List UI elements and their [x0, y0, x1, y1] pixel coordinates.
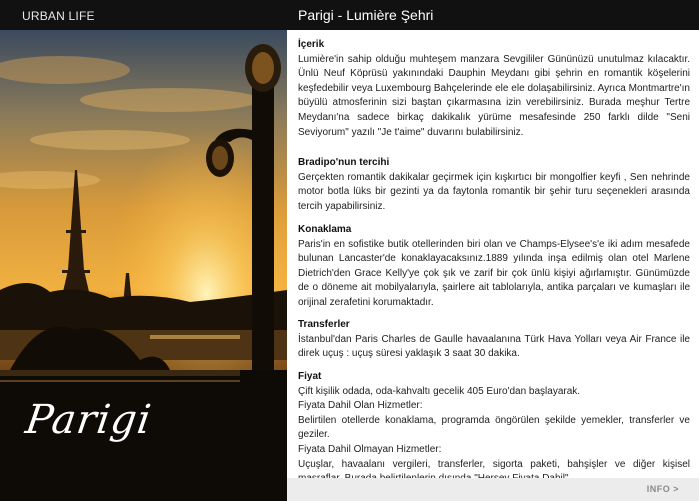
section-icerik — [298, 38, 690, 140]
brand-logo[interactable]: URBAN LIFE — [22, 9, 95, 23]
section-heading: Fiyat — [298, 371, 322, 382]
section-text: Lumière'in sahip olduğu muhteşem manzara Sevgililer Gününüzü unutulmaz kılacaktır. Ünlü Neuf Köprüsü yakınındaki Dauphin Meydanı gibi şehrin en romantik köşelerini keşfedebilir veya Luxembourg Bahçelerinde ele ele dolaşabilirsiniz. Ayrıca Montmartre'ın büyülü atmosferinin sizi baştan çıkarmasına izin verebilirsiniz. Burada meşhur Tertre Meydanı'na sadece birkaç dakikalık yürüme mesafesinde 250 farklı dilde "Seni Seviyorum" yazılı "Je t'aime" duvarını bulabilirsiniz. — [298, 53, 690, 138]
brand-bar — [0, 0, 287, 30]
script-title: Parigi — [22, 397, 155, 443]
section-heading: Konaklama — [298, 224, 352, 235]
section-text: Fiyata Dahil Olmayan Hizmetler: — [298, 443, 442, 455]
section-konaklama — [298, 223, 690, 311]
section-heading: Transferler — [298, 319, 350, 330]
footer-bar — [287, 478, 699, 501]
section-bradipo — [298, 156, 690, 214]
section-text: Gerçekten romantik dakikalar geçirmek için kışkırtıcı bir mongolfier keyfi , Sen nehrinde motor botla lüks bir gezinti ya da faytonla romantik bir şehir turu seçenekleri arasında tercih yapabilirsiniz. — [298, 171, 690, 212]
page-title: Parigi - Lumière Şehri — [298, 7, 434, 23]
info-link[interactable]: INFO > — [646, 484, 679, 494]
page-header — [287, 0, 699, 30]
section-text: Paris'in en sofistike butik otellerinden biri olan ve Champs-Elysee's'e iki adım mesafede bulunan Lancaster'de konaklayacaksınız.1889 yılında inşa edilmiş olan otel Marlene Dietrich'den Grace Kelly'ye çok şık ve zarif bir çok ünlü kişiyi ağırlamıştır. Günümüzde de o döneme ait mobilyalarıyla, şairlere ait tablolarıyla, antika parçaları ve kumaşları ile orijinal zerafetini korumaktadır. — [298, 238, 690, 308]
section-text: Belirtilen otellerde konaklama, programda öngörülen şekilde yemekler, transferler ve geziler. — [298, 414, 690, 441]
section-transferler — [298, 318, 690, 362]
section-heading: İçerik — [298, 39, 325, 50]
content-panel — [287, 30, 699, 501]
left-panel — [0, 0, 287, 501]
section-text: Uçuşlar, havaalanı vergileri, transferler, sigorta paketi, bahşişler ve diğer kişisel — [298, 458, 690, 470]
section-text: Çift kişilik odada, oda-kahvaltı gecelik 405 Euro'dan başlayarak. — [298, 385, 581, 397]
section-text: Fiyata Dahil Olan Hizmetler: — [298, 400, 423, 412]
section-fiyat — [298, 370, 690, 487]
section-text: İstanbul'dan Paris Charles de Gaulle havaalanına Türk Hava Yolları veya Air France ile direk uçuş : uçuş süresi yaklaşık 3 saat 30 dakika. — [298, 333, 690, 360]
section-heading: Bradipo'nun tercihi — [298, 157, 390, 168]
